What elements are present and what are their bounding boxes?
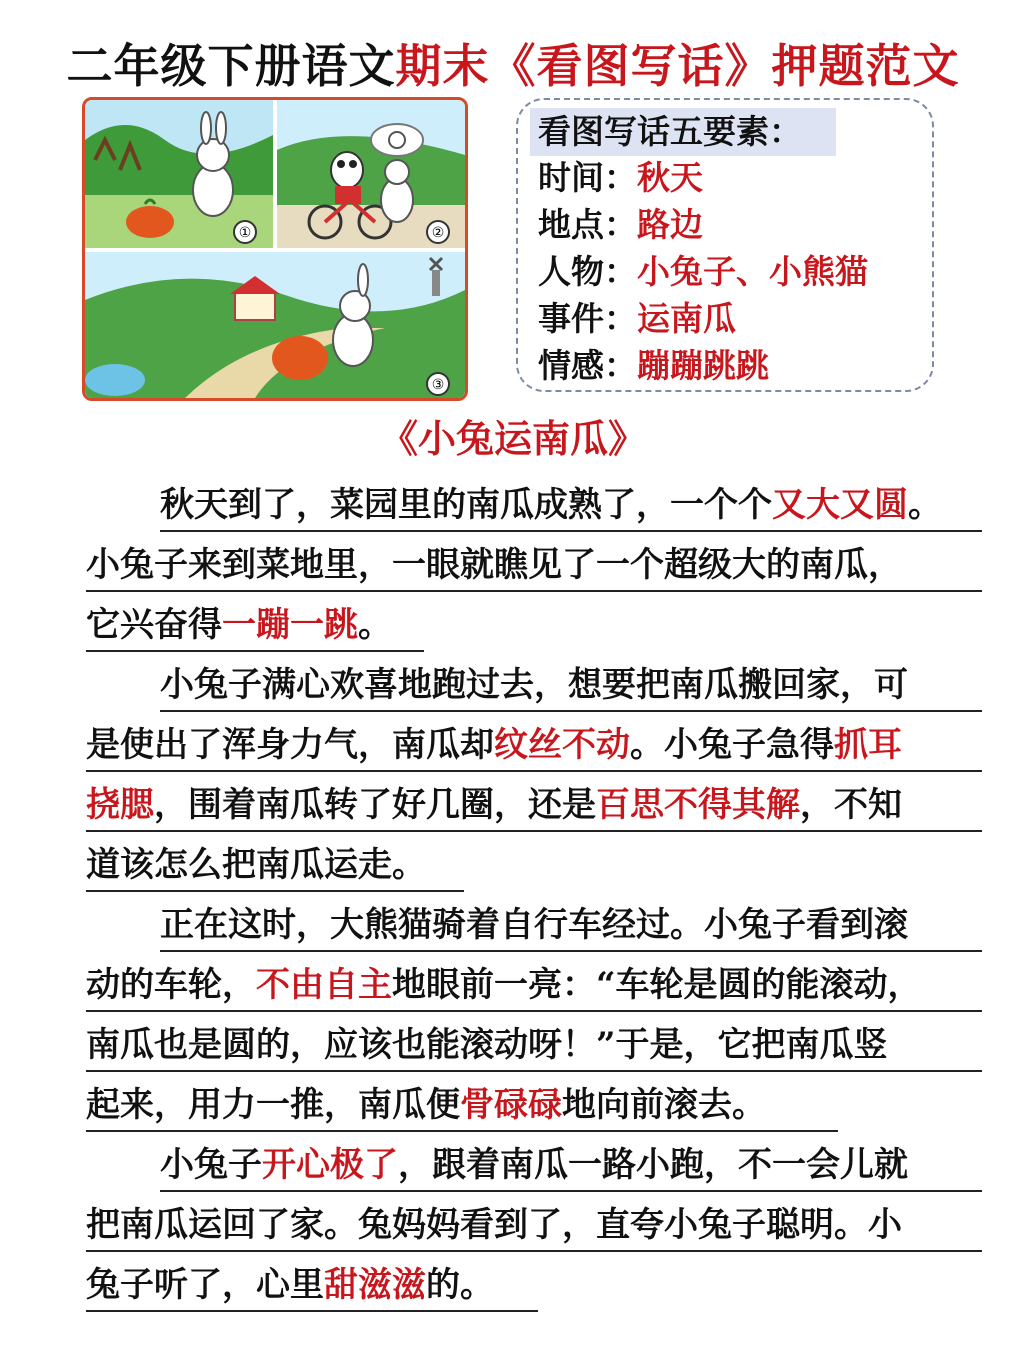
essay-text: 把南瓜运回了家。兔妈妈看到了，直夸小兔子聪明。小 bbox=[86, 1205, 902, 1245]
essay-text: ，不知 bbox=[800, 785, 902, 825]
highlighted-phrase: 抓耳 bbox=[834, 725, 902, 765]
essay-line bbox=[86, 1260, 538, 1312]
element-key: 情感： bbox=[538, 346, 637, 385]
element-key: 事件： bbox=[538, 299, 637, 338]
essay-line bbox=[86, 1020, 982, 1072]
essay-text: 小兔子 bbox=[160, 1145, 262, 1185]
title-red-part: 期末《看图写话》押题范文 bbox=[395, 39, 960, 93]
essay-text: 小兔子来到菜地里，一眼就瞧见了一个超级大的南瓜， bbox=[86, 545, 902, 585]
essay-text: 秋天到了，菜园里的南瓜成熟了，一个个 bbox=[160, 485, 772, 525]
comic-illustration bbox=[82, 97, 468, 401]
essay-line bbox=[86, 540, 982, 592]
highlighted-phrase: 纹丝不动 bbox=[494, 725, 630, 765]
highlighted-phrase: 又大又圆 bbox=[772, 485, 908, 525]
highlighted-phrase: 骨碌碌 bbox=[460, 1085, 562, 1125]
element-key: 地点： bbox=[538, 205, 637, 244]
essay-text: 起来，用力一推，南瓜便 bbox=[86, 1085, 460, 1125]
essay-text: 的。 bbox=[426, 1265, 494, 1305]
essay-line bbox=[160, 480, 982, 532]
panel-number-2: ② bbox=[431, 225, 445, 241]
element-row bbox=[538, 156, 703, 200]
element-value: 小兔子、小熊猫 bbox=[637, 252, 868, 291]
essay-line bbox=[86, 840, 464, 892]
essay-text: 兔子听了，心里 bbox=[86, 1265, 324, 1305]
page-title bbox=[0, 30, 1026, 96]
highlighted-phrase: 百思不得其解 bbox=[596, 785, 800, 825]
essay-line bbox=[160, 660, 982, 712]
panel-number-1: ① bbox=[238, 225, 252, 241]
essay-text: 地眼前一亮：“车轮是圆的能滚动， bbox=[392, 965, 922, 1005]
highlighted-phrase: 甜滋滋 bbox=[324, 1265, 426, 1305]
element-row bbox=[538, 297, 736, 341]
essay-line bbox=[160, 1140, 982, 1192]
essay-line bbox=[86, 600, 424, 652]
comic-panels-graphic bbox=[85, 100, 465, 398]
element-value: 秋天 bbox=[637, 158, 703, 197]
essay-text: 道该怎么把南瓜运走。 bbox=[86, 845, 426, 885]
panel-number-3: ③ bbox=[431, 377, 445, 393]
essay-text: 是使出了浑身力气，南瓜却 bbox=[86, 725, 494, 765]
essay-text: ，跟着南瓜一路小跑，不一会儿就 bbox=[398, 1145, 908, 1185]
element-row bbox=[538, 344, 769, 388]
essay-line bbox=[160, 900, 982, 952]
element-value: 运南瓜 bbox=[637, 299, 736, 338]
five-elements-heading: 看图写话五要素： bbox=[530, 108, 836, 156]
element-value: 路边 bbox=[637, 205, 703, 244]
essay-text: 。 bbox=[908, 485, 942, 525]
essay-text: 它兴奋得 bbox=[86, 605, 222, 645]
essay-text: ，围着南瓜转了好几圈，还是 bbox=[154, 785, 596, 825]
essay-text: 地向前滚去。 bbox=[562, 1085, 766, 1125]
element-row bbox=[538, 250, 868, 294]
title-black-part: 二年级下册语文 bbox=[66, 39, 396, 93]
highlighted-phrase: 一蹦一跳 bbox=[222, 605, 358, 645]
essay-text: 正在这时，大熊猫骑着自行车经过。小兔子看到滚 bbox=[160, 905, 908, 945]
essay-title: 《小兔运南瓜》 bbox=[379, 416, 646, 461]
essay-line bbox=[86, 1200, 982, 1252]
panel-3 bbox=[85, 252, 465, 398]
essay-text: 南瓜也是圆的，应该也能滚动呀！”于是，它把南瓜竖 bbox=[86, 1025, 888, 1065]
essay-line bbox=[86, 720, 982, 772]
essay-line bbox=[86, 780, 982, 832]
essay-line bbox=[86, 1080, 838, 1132]
essay-text: 动的车轮， bbox=[86, 965, 256, 1005]
highlighted-phrase: 不由自主 bbox=[256, 965, 392, 1005]
highlighted-phrase: 开心极了 bbox=[262, 1145, 398, 1185]
element-key: 时间： bbox=[538, 158, 637, 197]
element-value: 蹦蹦跳跳 bbox=[637, 346, 769, 385]
essay-text: 。 bbox=[358, 605, 392, 645]
element-key: 人物： bbox=[538, 252, 637, 291]
essay-text: 。小兔子急得 bbox=[630, 725, 834, 765]
element-row bbox=[538, 203, 703, 247]
essay-line bbox=[86, 960, 982, 1012]
essay-text: 小兔子满心欢喜地跑过去，想要把南瓜搬回家，可 bbox=[160, 665, 908, 705]
highlighted-phrase: 挠腮 bbox=[86, 785, 154, 825]
